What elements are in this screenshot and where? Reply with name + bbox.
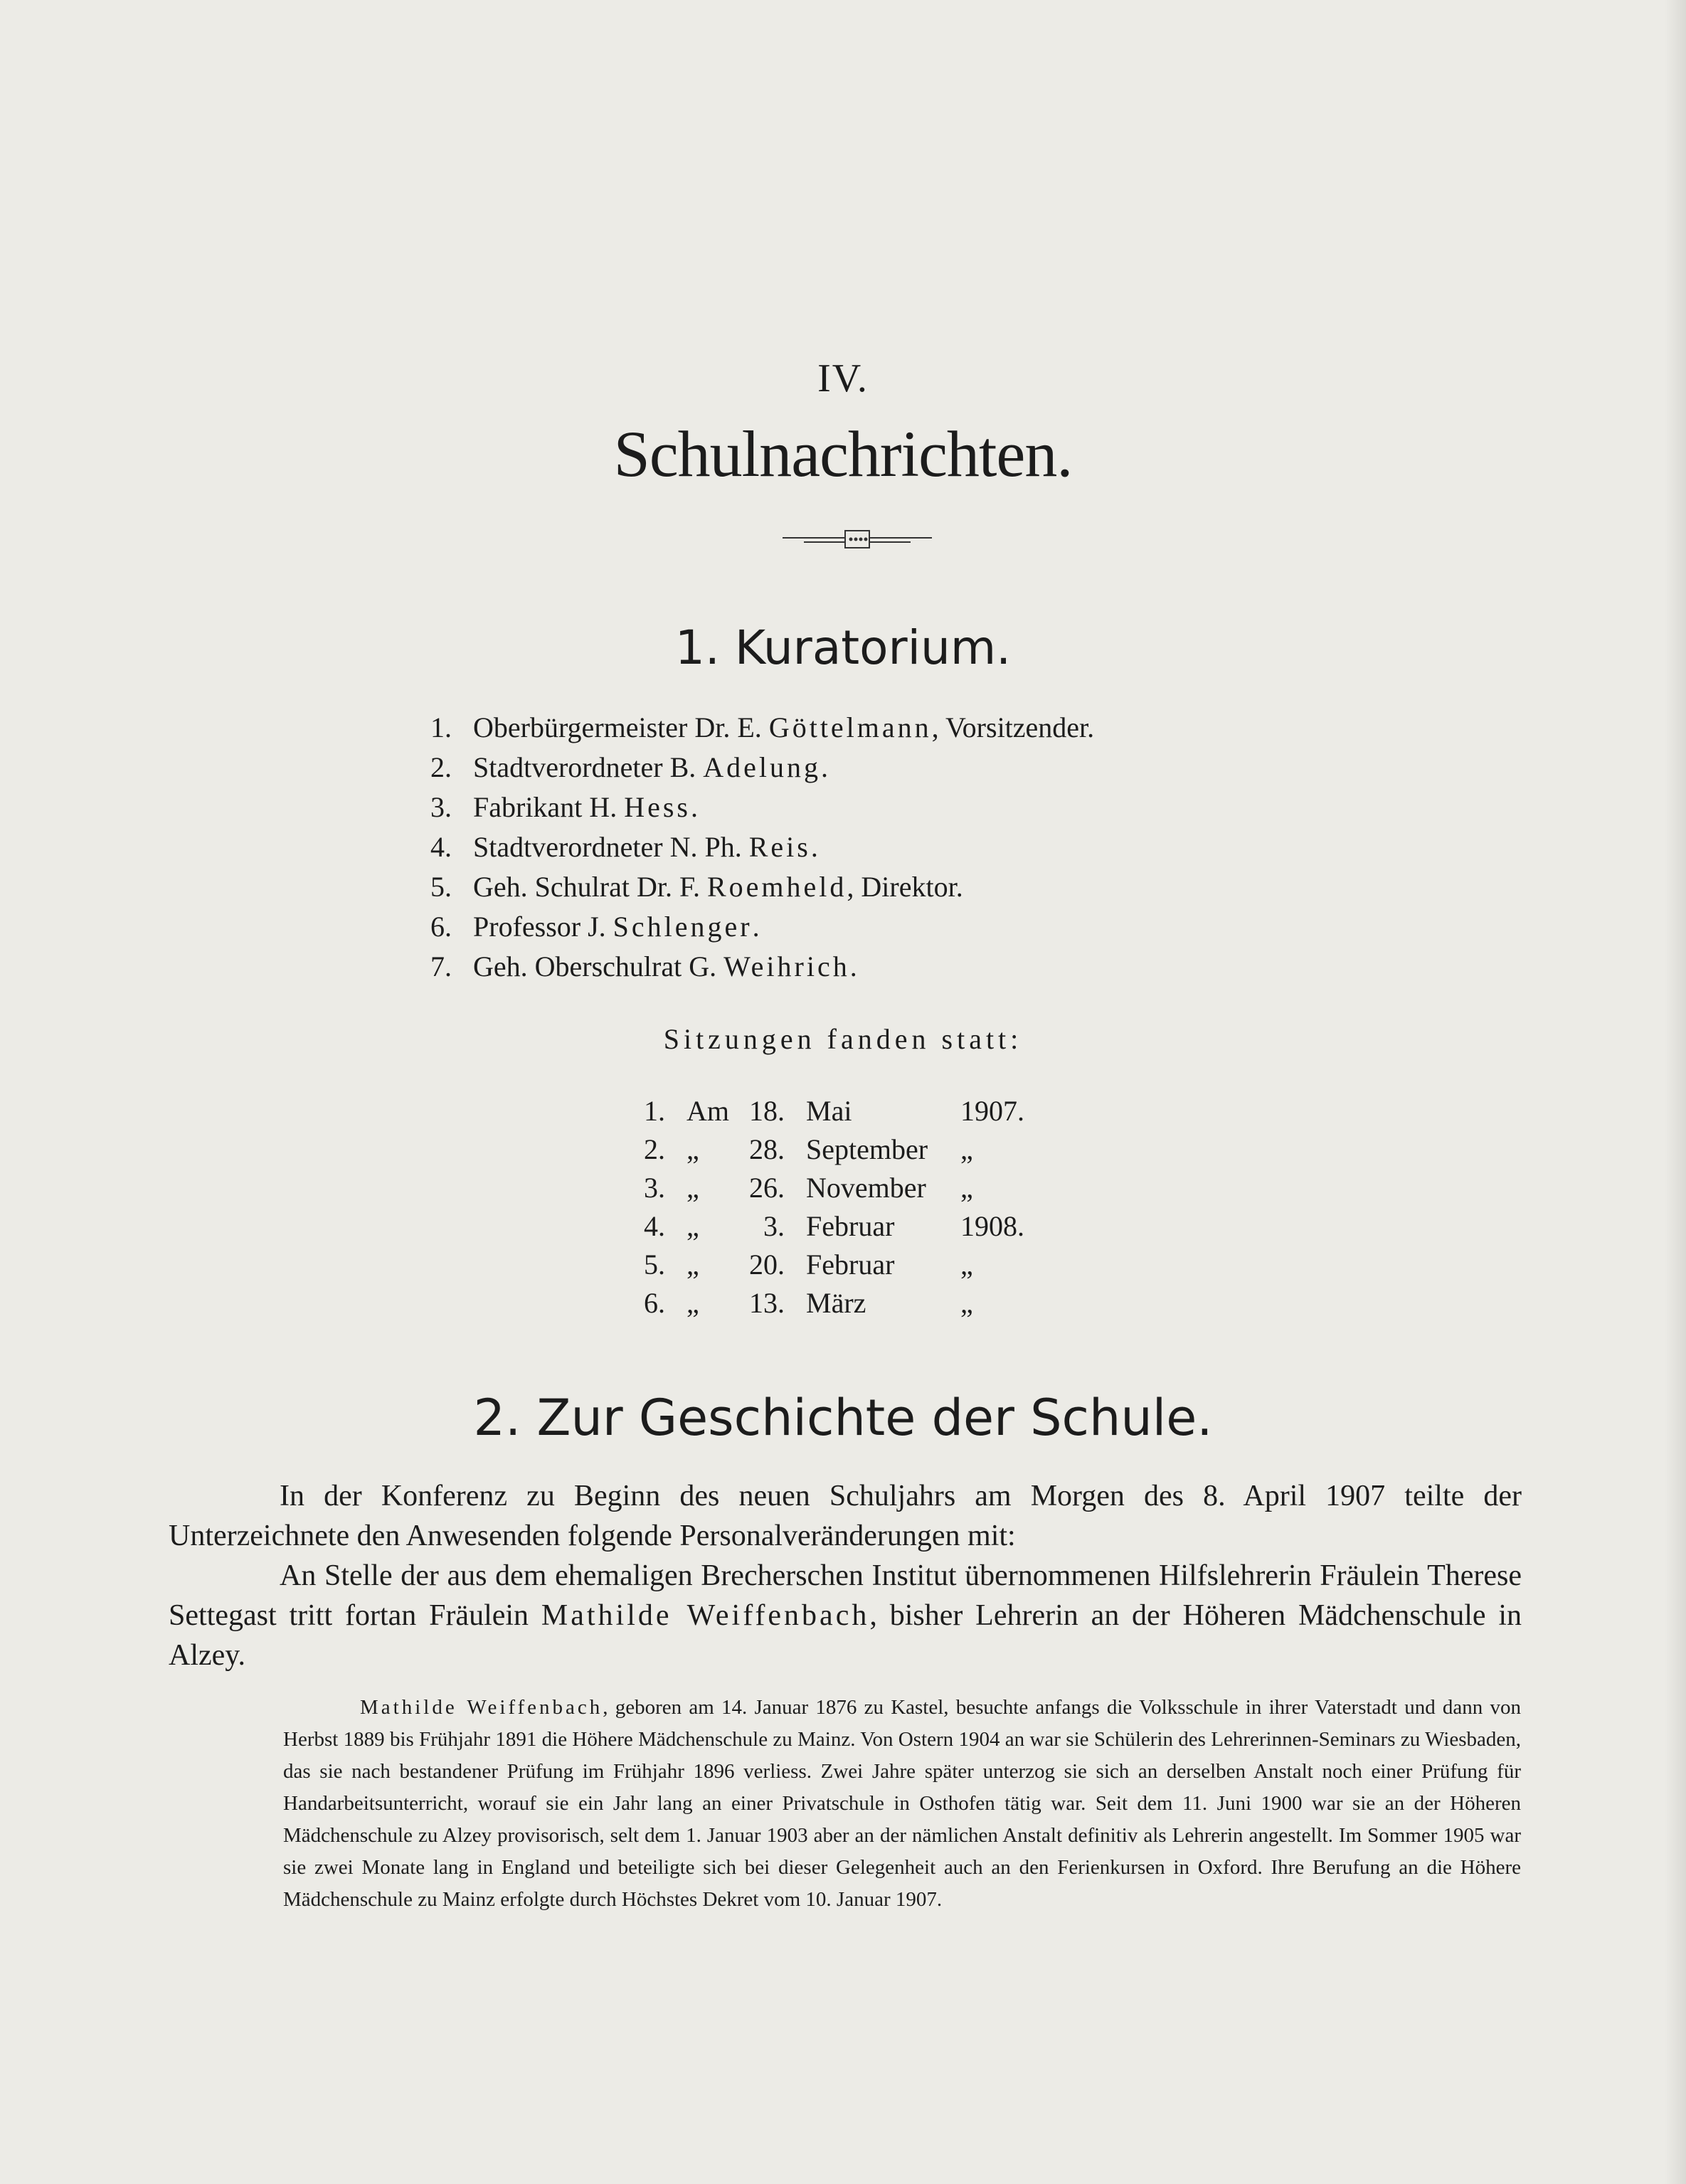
member-list [430,708,1094,987]
biography-note [283,1692,1521,1916]
bio-name: Mathilde Weiffenbach [360,1696,603,1719]
section-heading-geschichte: 2. Zur Geschichte der Schule. [473,1389,1213,1447]
paragraph-personal: An Stelle der aus dem ehemaligen Brecherschen Institut übernommenen Hilfslehrerin Fräulein Therese Settegast tritt fortan Fräulein Mathilde Weiffenbach, bisher Lehrerin an der Höheren Mädchenschule in Alzey. [169,1559,1522,1672]
sessions-heading: Sitzungen fanden statt: [663,1023,1023,1055]
highlight-name: Mathilde Weiffenbach [541,1599,870,1632]
list-item: 1. Oberbürgermeister Dr. E. Göttelmann, Vorsitzender. [430,711,1095,743]
paragraph-konferenz: In der Konferenz zu Beginn des neuen Schuljahrs am Morgen des 8. April 1907 teilte der Unterzeichnete den Anwesenden folgende Personalveränderungen mit: [169,1480,1522,1552]
bio-text: , geboren am 14. Januar 1876 zu Kastel, besuchte anfangs die Volksschule in ihrer Vaterstadt und dann von Herbst 1889 bis Frühjahr 1891 die Höhere Mädchenschule zu Mainz. Von Ostern 1904 an war sie Schülerin des Lehrerinnen-Seminars zu Wiesbaden, das sie nach bestandener Prüfung im Frühjahr 1896 verliess. Zwei Jahre später unterzog sie sich an derselben Anstalt noch einer Prüfung für Handarbeitsunterricht, worauf sie ein Jahr lang an einer Privatschule in Osthofen tätig war. Seit dem 11. Juni 1900 war sie an der Höheren Mädchenschule zu Alzey provisorisch, selt dem 1. Januar 1903 aber an der nämlichen Anstalt definitiv als Lehrerin angestellt. Im Sommer 1905 war sie zwei Monate lang in England und beteiligte sich bei dieser Gelegenheit auch an den Ferienkursen in Oxford. Ihre Berufung an die Höhere Mädchenschule zu Mainz erfolgte durch Höchstes Dekret vom 10. Januar 1907. [283,1696,1521,1911]
list-item: 6. Professor J. Schlenger. [430,911,760,943]
section-heading-kuratorium: 1. Kuratorium. [674,620,1012,675]
chapter-number: IV. [817,356,869,401]
list-item: 2. Stadtverordneter B. Adelung. [430,751,829,783]
page-edge-shadow [1665,0,1686,2184]
page-title: Schulnachrichten. [613,418,1073,490]
decorative-rule-ornament [783,525,932,553]
document-page: IV. Schulnachrichten. 1. Kuratorium. 1. Oberbürgermeister Dr. E. Göttelmann, Vorsitzender. 2. Stadtverordneter B. Adelung. 3. Fabrikant H. Hess. 4. Stadtverordneter N. Ph. Reis. 5. Geh. Schulrat Dr. F. Roemheld, Direktor. 6. Professor J. Schlenger. 7. Geh. Oberschulrat G. Weihrich. Sitzungen fanden statt: 1. Am 18. Mai 1907. 2. „ 28. September „ 3. „ 26. November „ 4. „ 3. Februar 1908. 5. „ 20. Februar „ 6. „ 13. März „ 2. Zur Geschichte der Schule. In der Konferenz zu Beginn des neuen Schuljahrs am Morgen des 8. April 1907 teilte der Unterzeichnete den Anwesenden folgende Personalveränderungen mit: An Stelle der aus dem ehemaligen Brecherschen Institut übernommenen Hilfslehrerin Fräulein Therese Settegast tritt fortan Fräulein Mathilde Weiffenbach, bisher Lehrerin an der Höheren Mädchenschule in Alzey. Mathilde Weiffenbach, geboren am 14. Januar 1876 zu Kastel, besuchte anfangs die Volksschule in ihrer Vaterstadt und dann von Herbst 1889 bis Frühjahr 1891 die Höhere Mädchenschule zu Mainz. Von Ostern 1904 an war sie Schülerin des Lehrerinnen-Seminars zu Wiesbaden, das sie nach bestandener Prüfung im Frühjahr 1896 verliess. Zwei Jahre später unterzog sie sich an derselben Anstalt noch einer Prüfung für Handarbeitsunterricht, worauf sie ein Jahr lang an einer Privatschule in Osthofen tätig war. Seit dem 11. Juni 1900 war sie an der Höheren Mädchenschule zu Alzey provisorisch, selt dem 1. Januar 1903 aber an der nämlichen Anstalt definitiv als Lehrerin angestellt. Im Sommer 1905 war sie zwei Monate lang in England und beteiligte sich bei dieser Gelegenheit auch an den Ferienkursen in Oxford. Ihre Berufung an die Höhere Mädchenschule zu Mainz erfolgte durch Höchstes Dekret vom 10. Januar 1907. [0,0,1686,2184]
list-item: 3. Fabrikant H. Hess. [430,791,698,823]
list-item: 4. Stadtverordneter N. Ph. Reis. [430,831,818,863]
list-item: 7. Geh. Oberschulrat G. Weihrich. [430,950,857,982]
list-item: 5. Geh. Schulrat Dr. F. Roemheld, Direktor. [430,871,963,903]
